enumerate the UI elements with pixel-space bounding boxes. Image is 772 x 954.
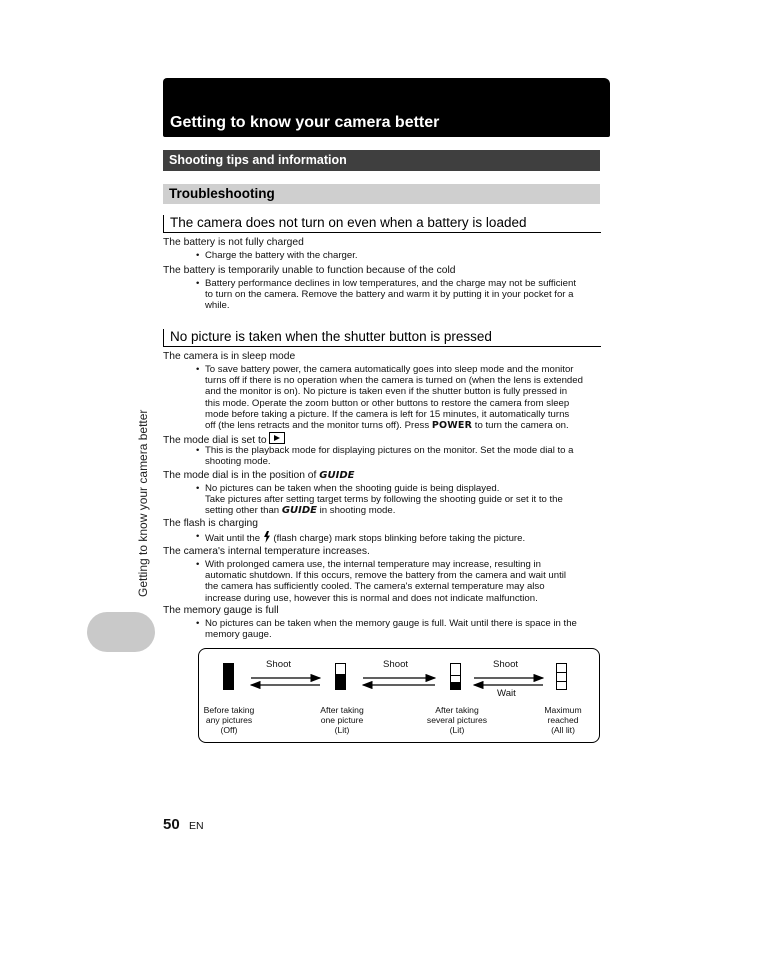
- bullet-item: [196, 531, 609, 544]
- bullet-line: No pictures can be taken when the memory gauge is full. Wait until there is space in the: [205, 618, 577, 629]
- power-button-label: POWER: [431, 420, 473, 432]
- bullet-line: memory gauge.: [205, 629, 272, 641]
- bullet-line: this mode. Operate the zoom button or other buttons to restore the camera from sleep: [205, 397, 570, 409]
- bullet-item: [196, 278, 609, 312]
- bullet-line: mode before taking a picture. If the camera is left for 15 minutes, it automatically turns: [205, 408, 570, 420]
- bullet-line: No pictures can be taken when the shooting guide is being displayed.: [205, 483, 500, 494]
- bullet-item: [196, 250, 609, 261]
- playback-mode-icon: [269, 432, 285, 444]
- bullet-item: [196, 559, 609, 604]
- bullet-line: This is the playback mode for displaying pictures on the monitor. Set the mode dial to a: [205, 445, 574, 456]
- bullet-dot: •: [196, 483, 200, 494]
- side-tab-marker: [87, 612, 155, 652]
- bullet-line: automatic shutdown. If this occurs, remove the battery from the camera and wait until: [205, 570, 566, 582]
- cause-text: The battery is temporarily unable to function because of the cold: [163, 265, 456, 276]
- shoot-label: Shoot: [493, 659, 519, 670]
- side-tab-label: Getting to know your camera better: [136, 409, 150, 597]
- shoot-label: Shoot: [266, 659, 292, 670]
- bullet-line: turns off if there is no operation when the camera is turned on (when the lens is extended: [205, 375, 583, 387]
- bullet-dot: •: [196, 278, 200, 289]
- bullet-item: [196, 483, 609, 517]
- bullet-line: to turn on the camera. Remove the battery and warm it by putting it in your pocket for a: [205, 289, 574, 301]
- guide-mode-label: GUIDE: [281, 505, 317, 517]
- chapter-header: [163, 78, 610, 137]
- problem-heading-1: [163, 215, 601, 233]
- wait-label: Wait: [497, 688, 516, 699]
- guide-mode-label: GUIDE: [319, 470, 355, 481]
- bullet-line: Battery performance declines in low temperatures, and the charge may not be sufficient: [205, 278, 576, 289]
- section-title: Shooting tips and information: [169, 153, 347, 167]
- bullet-line: while.: [205, 300, 230, 312]
- bullet-line: and the monitor is on). No picture is taken even if the shutter button is fully pressed in: [205, 386, 568, 398]
- bullet-dot: •: [196, 559, 200, 570]
- bullet-dot: •: [196, 531, 200, 542]
- shoot-label: Shoot: [383, 659, 409, 670]
- gauge-state-label: Maximum reached (All lit): [544, 705, 582, 735]
- cause-text: The mode dial is in the position of GUIDE: [163, 470, 355, 481]
- bullet-dot: •: [196, 445, 200, 456]
- bullet-line: shooting mode.: [205, 456, 271, 468]
- memory-gauge-diagram: [198, 648, 600, 743]
- gauge-state-label: Before taking any pictures (Off): [203, 705, 255, 735]
- cause-text: The mode dial is set to: [163, 432, 285, 446]
- bullet-dot: •: [196, 364, 200, 375]
- problem-title: The camera does not turn on even when a battery is loaded: [170, 215, 527, 230]
- problem-heading-2: [163, 329, 601, 347]
- bullet-line: Take pictures after setting target terms by following the shooting guide or set it to the: [205, 494, 563, 506]
- subsection-header: [163, 184, 600, 204]
- bullet-line: Wait until the (flash charge) mark stops blinking before taking the picture.: [205, 533, 526, 544]
- cause-text: The memory gauge is full: [163, 605, 279, 616]
- bullet-line: the camera has sufficiently cooled. The camera's external temperature may also: [205, 581, 545, 593]
- bullet-dot: •: [196, 618, 200, 629]
- bullet-line: With prolonged camera use, the internal temperature may increase, resulting in: [205, 559, 541, 570]
- bullet-dot: •: [196, 250, 200, 261]
- section-header: [163, 150, 600, 171]
- cause-text: The battery is not fully charged: [163, 237, 304, 248]
- cause-text: The flash is charging: [163, 518, 259, 529]
- bullet-line: Charge the battery with the charger.: [205, 250, 358, 261]
- cause-text: The camera is in sleep mode: [163, 351, 296, 362]
- page-number: 50: [163, 816, 180, 833]
- gauge-state-label: After taking several pictures (Lit): [426, 705, 488, 735]
- page-language: EN: [189, 820, 204, 832]
- subsection-title: Troubleshooting: [169, 186, 275, 201]
- gauge-state-label: After taking one picture (Lit): [320, 705, 364, 735]
- bullet-line: To save battery power, the camera automatically goes into sleep mode and the monitor: [205, 364, 574, 375]
- bullet-line: increase during use, however this is normal and does not indicate malfunction.: [205, 592, 538, 604]
- bullet-item: [196, 618, 609, 640]
- cause-text: The camera's internal temperature increases.: [163, 546, 370, 557]
- bullet-line: setting other than GUIDE in shooting mode.: [205, 505, 396, 517]
- chapter-title: Getting to know your camera better: [170, 114, 440, 131]
- bullet-line: off (the lens retracts and the monitor turns off). Press POWER to turn the camera on.: [205, 420, 569, 432]
- flash-charge-icon: [263, 531, 271, 543]
- bullet-item: [196, 445, 609, 467]
- bullet-item: [196, 364, 609, 431]
- problem-title: No picture is taken when the shutter button is pressed: [170, 329, 492, 344]
